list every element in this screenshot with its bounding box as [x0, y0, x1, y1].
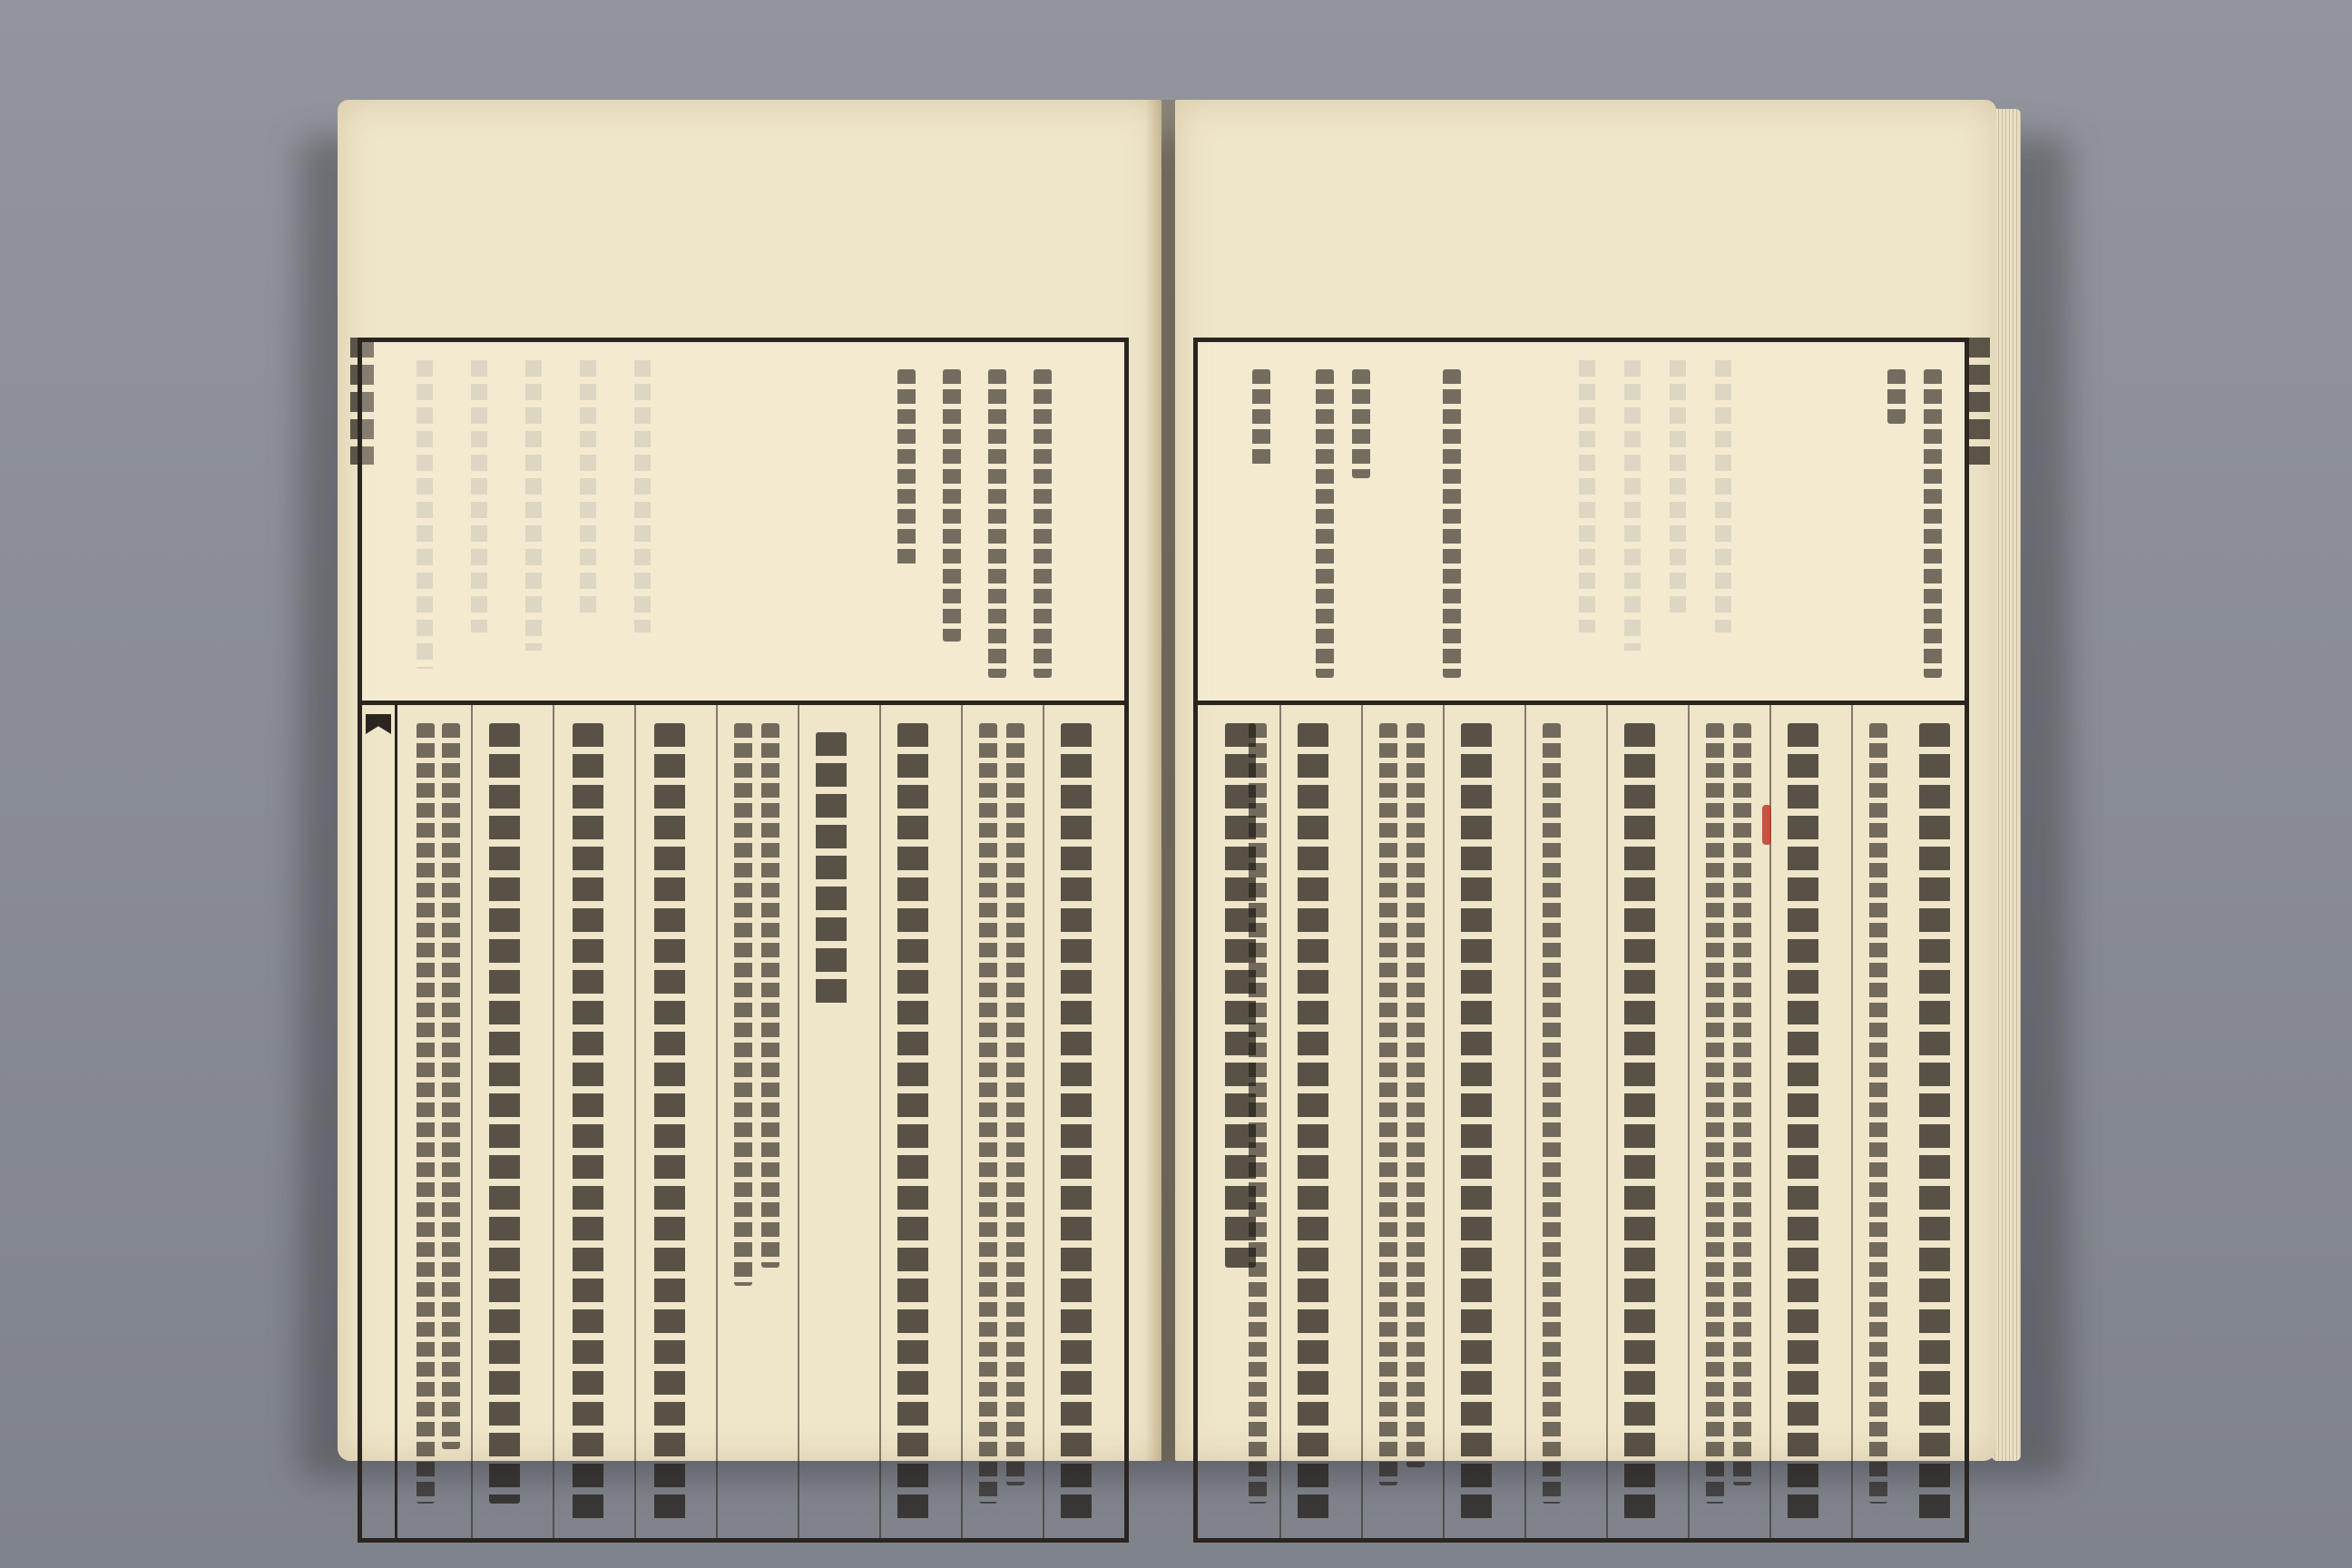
body-text-column	[1919, 723, 1950, 1522]
heading-column	[816, 732, 847, 1004]
body-text-column	[897, 723, 928, 1522]
headnote-column	[1252, 369, 1270, 469]
body-text-column	[1624, 723, 1655, 1522]
show-through-text	[1624, 360, 1641, 651]
column-rule	[716, 705, 718, 1538]
headnote-column	[1316, 369, 1334, 678]
body-text-column	[1061, 723, 1092, 1522]
column-rule	[1524, 705, 1526, 1538]
headnote-column	[1352, 369, 1370, 478]
headnote-column	[1034, 369, 1052, 678]
column-rule	[1851, 705, 1853, 1538]
commentary-column	[734, 723, 752, 1286]
body-text-column	[1298, 723, 1328, 1522]
left-page-margin-strip	[362, 705, 397, 1538]
body-text-column	[654, 723, 685, 1522]
headnote-column	[1924, 369, 1942, 678]
body-text-column	[1461, 723, 1492, 1522]
column-rule	[1443, 705, 1445, 1538]
body-text-column	[573, 723, 603, 1522]
show-through-text	[1715, 360, 1731, 632]
red-annotation-mark	[1762, 805, 1771, 845]
left-page-head-band	[362, 342, 1124, 705]
show-through-text	[471, 360, 487, 632]
column-rule	[1361, 705, 1363, 1538]
show-through-text	[634, 360, 651, 632]
commentary-column	[1249, 723, 1267, 1504]
column-rule	[1688, 705, 1690, 1538]
headnote-column	[1887, 369, 1906, 424]
body-text-column	[489, 723, 520, 1504]
show-through-text	[1670, 360, 1686, 614]
column-rule	[879, 705, 881, 1538]
left-page	[338, 100, 1161, 1461]
column-rule	[553, 705, 554, 1538]
headnote-column	[943, 369, 961, 642]
right-page-title-strip	[1966, 338, 1990, 465]
show-through-text	[525, 360, 542, 651]
left-page-frame	[358, 338, 1129, 1543]
show-through-text	[416, 360, 433, 669]
right-page-frame	[1193, 338, 1969, 1543]
commentary-column	[1543, 723, 1561, 1504]
commentary-column	[1869, 723, 1887, 1504]
right-page	[1175, 100, 1996, 1461]
commentary-column	[416, 723, 435, 1504]
column-rule	[1043, 705, 1044, 1538]
commentary-column	[761, 723, 779, 1268]
fishtail-mark	[366, 714, 391, 734]
column-rule	[961, 705, 963, 1538]
commentary-column	[1406, 723, 1425, 1467]
column-rule	[1279, 705, 1281, 1538]
commentary-column	[1733, 723, 1751, 1485]
column-rule	[471, 705, 473, 1538]
column-rule	[1606, 705, 1608, 1538]
right-page-head-band	[1198, 342, 1965, 705]
column-rule	[798, 705, 799, 1538]
commentary-column	[1006, 723, 1024, 1485]
column-rule	[634, 705, 636, 1538]
show-through-text	[580, 360, 596, 614]
commentary-column	[979, 723, 997, 1504]
commentary-column	[1706, 723, 1724, 1504]
commentary-column	[442, 723, 460, 1449]
headnote-column	[1443, 369, 1461, 678]
commentary-column	[1379, 723, 1397, 1485]
headnote-column	[897, 369, 916, 569]
body-text-column	[1788, 723, 1818, 1522]
show-through-text	[1579, 360, 1595, 632]
headnote-column	[988, 369, 1006, 678]
